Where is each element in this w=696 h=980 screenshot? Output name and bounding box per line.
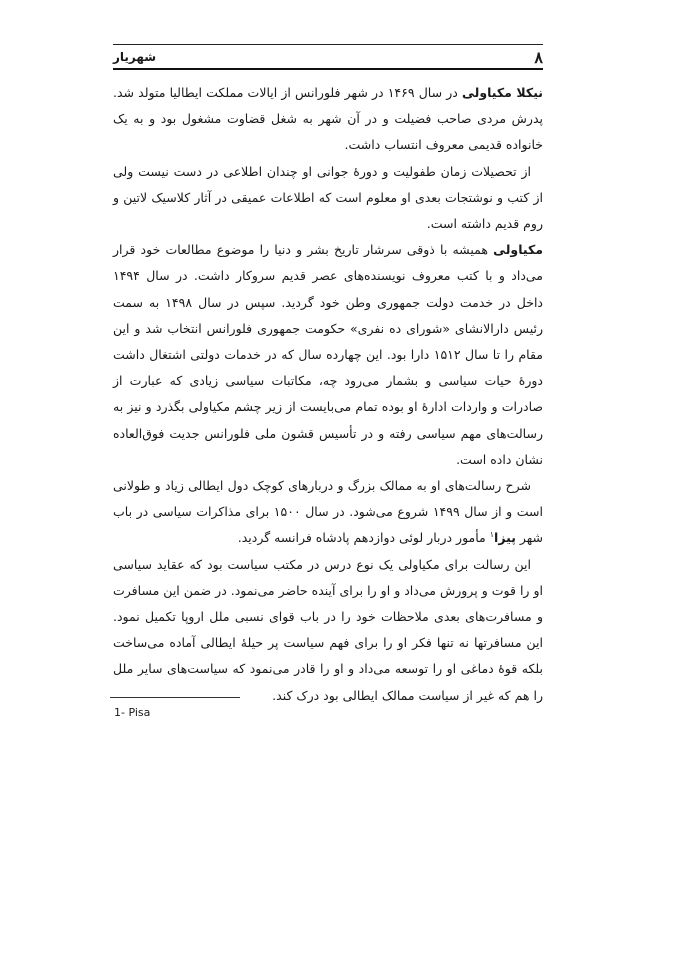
footnote: 1- Pisa (114, 706, 151, 719)
paragraph-4 (113, 473, 543, 552)
footnote-marker: ۱ (489, 530, 495, 540)
bold-name: مکیاولی (493, 242, 543, 258)
paragraph-3 (113, 237, 543, 473)
paragraph-1 (113, 80, 543, 159)
page-number: ۸ (534, 48, 543, 67)
footnote-rule (110, 697, 240, 698)
bold-place-name: پیزا (494, 530, 516, 546)
paragraph-2: از تحصیلات زمان طفولیت و دورهٔ جوانی او چندان اطلاعی در دست نیست ولی از کتب و نوشتجات بعدی او معلوم است که اطلاعات عمیقی در آثار کلاسیک لاتین و روم قدیم داشته است. (113, 163, 543, 232)
paragraph-text: همیشه با ذوقی سرشار تاریخ بشر و دنیا را موضوع مطالعات خود قرار می‌داد و با کتب معروف نویسنده‌های عصر قدیم سروکار داشت. در سال ۱۴۹۴ داخل در خدمت دولت جمهوری وطن خود گردید. سپس در سال ۱۴۹۸ به سمت رئیس دارالانشای «شورای ده نفری» حکومت جمهوری فلورانس انتخاب شد و این مقام را تا سال ۱۵۱۲ دارا بود. این چهارده سال که در خدمات دولتی اشتغال داشت دورهٔ حیات سیاسی و بشمار می‌رود چه، مکاتبات سیاسی زیادی که عبارت از صادرات و واردات ادارهٔ او بوده تمام می‌بایست از زیر چشم مکیاولی بگذرد و نیز به رسالت‌های مهم سیاسی رفته و در تأسیس قشون ملی فلورانس جدیت فوق‌العاده نشان داده است. (113, 242, 544, 467)
paragraph-text: شرح رسالت‌های او به ممالک بزرگ و دربارهای کوچک دول ایطالی زیاد و طولانی است و از سال ۱۴۹۹ شروع می‌شود. در سال ۱۵۰۰ برای مذاکرات سیاسی در باب شهر (113, 478, 543, 546)
header-bottom-rule (113, 68, 543, 70)
bold-name: نیکلا مکیاولی (461, 85, 543, 100)
running-header (113, 40, 543, 70)
paragraph-text: در سال ۱۴۶۹ در شهر فلورانس از ایالات مملکت ایطالیا متولد شد. پدرش مردی صاحب فضیلت و در آن شهر به شغل قضاوت مشغول بود و به یک خانواده قدیمی معروف انتساب داشت. (113, 85, 543, 153)
body-text (113, 80, 543, 709)
paragraph-text: مأمور دربار لوئی دوازدهم پادشاه فرانسه گردید. (237, 530, 490, 546)
running-title: شهریار (113, 50, 157, 64)
header-top-rule (113, 44, 543, 45)
paragraph-5: این رسالت برای مکیاولی یک نوع درس در مکتب سیاست بود که عقاید سیاسی او را قوت و پرورش می‌داد و او را برای آینده حاضر می‌نمود. در ضمن این مسافرت و مسافرت‌های بعدی ملاحظات خود را در باب قوای نسبی ملل اروپا تکمیل نمود. این مسافرتها نه تنها فکر او را برای فهم سیاست پر حیلهٔ ایطالی آماده می‌ساخت بلکه قوهٔ دماغی او را توسعه می‌داد و او را قادر می‌نمود که سیاست‌های سایر ملل را هم که غیر از سیاست ممالک ایطالی بود درک کند. (113, 556, 543, 703)
